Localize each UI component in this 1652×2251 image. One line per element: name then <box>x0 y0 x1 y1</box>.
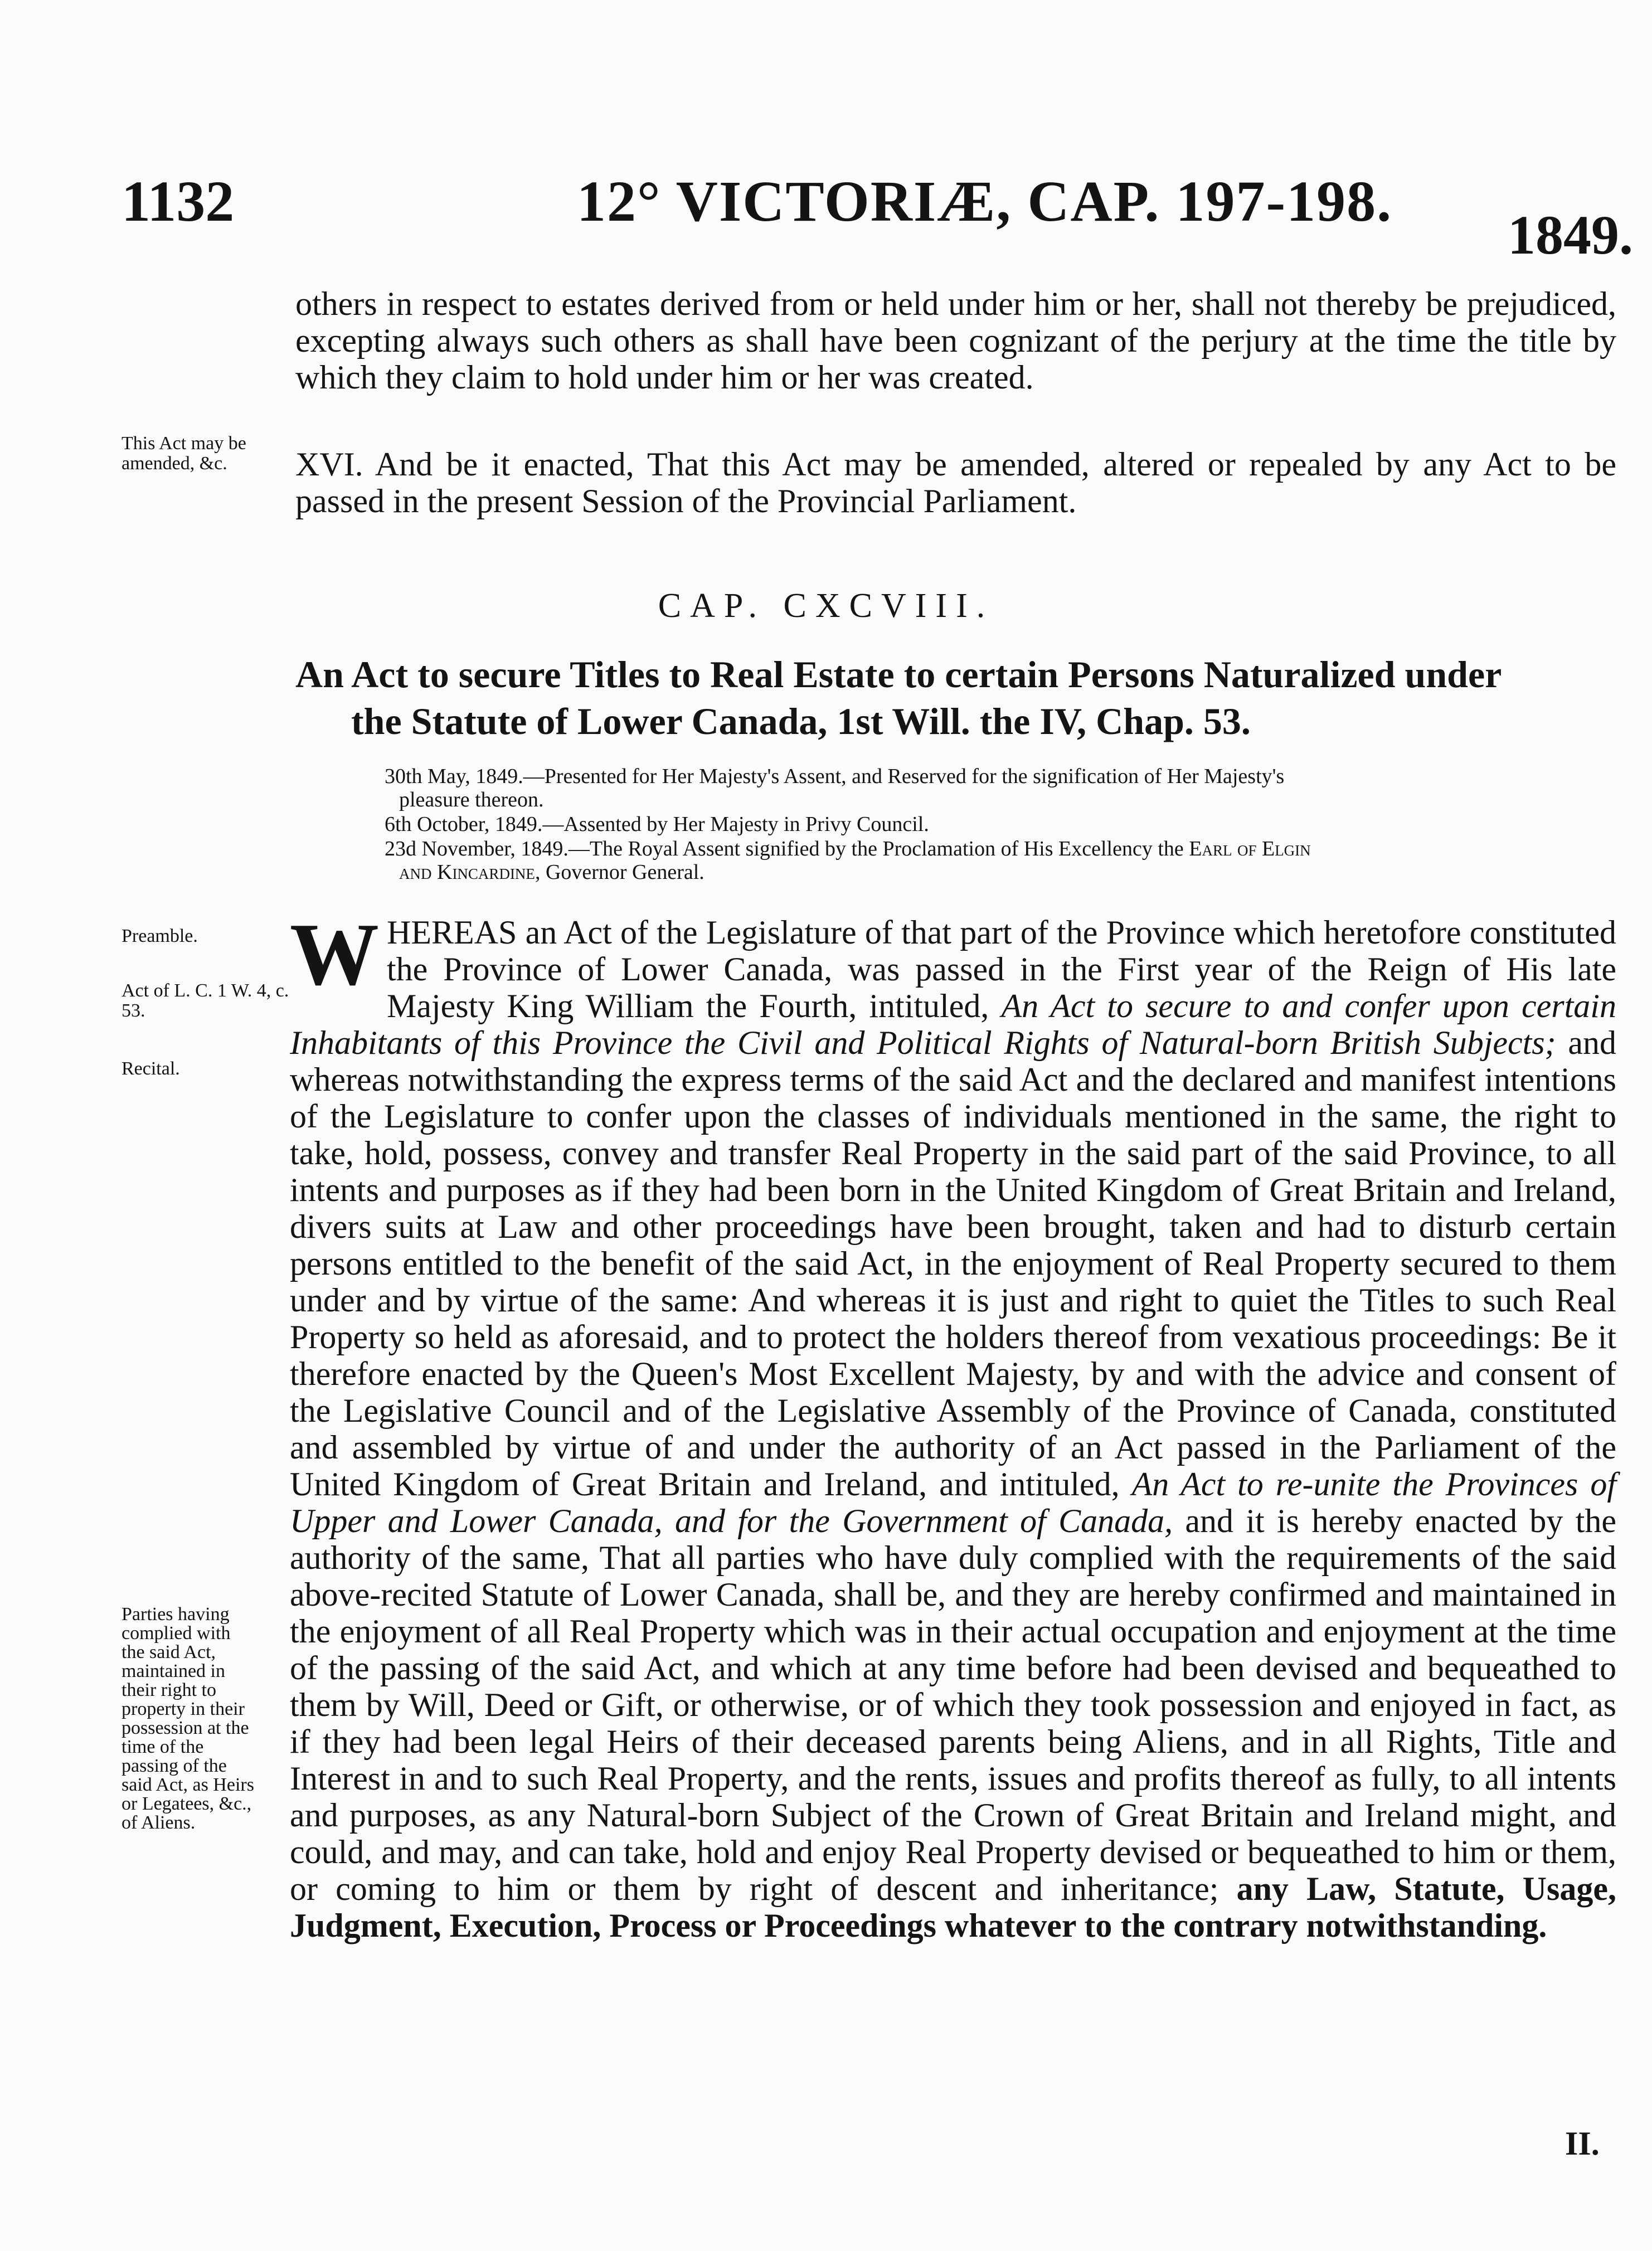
note-royal-assent-end: , Governor General. <box>535 860 704 884</box>
year: 1849. <box>1508 204 1633 266</box>
note-presented-text: —Presented for Her Majesty's Assent, and Reserved for the signification of Her Majesty's <box>523 765 1285 788</box>
paragraph-continuation: others in respect to estates derived from or held under him or her, shall not thereby be prejudiced, excepting always such others as shall have been cognizant of the perjury at the time the title by which they claim to hold under him or her was created. <box>295 285 1616 396</box>
body-text-2: and whereas notwithstanding the express terms of the said Act and the declared and manifest intentions of the Legislature to confer upon the classes of individuals mentioned in the same, the right to take, hold, possess, convey and transfer Real Property in the said part of the said Province, to all intents and purposes as if they had been born in the United Kingdom of Great Britain and Ireland, divers suits at Law and other proceedings have been brought, taken and had to disturb certain persons entitled to the benefit of the said Act, in the enjoyment of Real Property secured to them under and by virtue of the same: And whereas it is just and right to quiet the Titles to such Real Property so held as aforesaid, and to protect the holders thereof from vexatious proceedings: Be it therefore enacted by the Queen's Most Excellent Majesty, by and with the advice and consent of the Legislative Council and of the Legislative Assembly of the Province of Canada, constituted and assembled by virtue of and under the authority of an Act passed in the Parliament of the United Kingdom of Great Britain and Ireland, and intituled, <box>290 1024 1616 1503</box>
lead-word: HEREAS <box>387 914 517 951</box>
chapter-heading: CAP. CXCVIII. <box>658 587 994 625</box>
drop-cap: W <box>290 905 379 1004</box>
note-assented: 6th October, 1849.—Assented by Her Majesty in Privy Council. <box>385 813 929 836</box>
margin-note-act-reference: Act of L. C. 1 W. 4, c. 53. <box>122 980 289 1021</box>
note-presented <box>385 765 1616 811</box>
note-presented-cont: pleasure thereon. <box>399 788 544 811</box>
margin-note-amendment: This Act may be amended, &c. <box>122 433 246 474</box>
governor-title-1: Earl of Elgin <box>1189 837 1311 860</box>
body-text-1: an Act of the Legislature of that part of the Province which heretofore constituted the Province of Lower Canada, was passed in the First year of the Reign of His late Majesty King William the Fourth, intituled, <box>387 914 1616 1024</box>
act-title-line2: the Statute of Lower Canada, 1st Will. the IV, Chap. 53. <box>351 700 1251 742</box>
page-number: 1132 <box>122 169 235 234</box>
running-title: 12° VICTORIÆ, CAP. 197-198. <box>577 169 1393 234</box>
preamble-body <box>290 905 1617 1944</box>
note-presented-date: 30th May, 1849. <box>385 765 523 788</box>
act-title <box>295 651 1616 745</box>
act-title-line1: An Act to secure Titles to Real Estate to certain Persons Naturalized under <box>295 653 1502 696</box>
governor-title-2: and Kincardine <box>399 860 535 884</box>
cited-act-1: An Act to secure to and confer upon certain Inhabitants of this Province the Civil and Political Rights of Natural-born British Subjects; <box>290 988 1616 1061</box>
note-royal-assent-text: 23d November, 1849.—The Royal Assent signified by the Proclamation of His Excellency the <box>385 837 1184 860</box>
margin-note-recital: Recital. <box>122 1058 180 1079</box>
margin-note-parties: Parties having complied with the said Act, maintained in their right to property in their possession at the time of the passing of the said Act, as Heirs or Legatees, &c., of Aliens. <box>122 1604 254 1833</box>
body-text-3: and it is hereby enacted by the authority of the same, That all parties who have duly complied with the requirements of the said above-recited Statute of Lower Canada, shall be, and they are hereby confirmed and maintained in the enjoyment of all Real Property which was in their actual occupation and enjoyment at the time of the passing of the said Act, and which at any time before had been devised and bequeathed to them by Will, Deed or Gift, or otherwise, or of which they took possession and enjoyed in fact, as if they had been legal Heirs of their deceased parents being Aliens, and in all Rights, Title and Interest in and to such Real Property, and the rents, issues and profits thereof as fully, to all intents and purposes, as any Natural-born Subject of the Crown of Great Britain and Ireland might, and could, and may, and can take, hold and enjoy Real Property devised or bequeathed to him or them, or coming to him or them by right of descent and inheritance; <box>290 1503 1617 1907</box>
cited-act-2: An Act to re-unite the Provinces of Upper and Lower Canada, and for the Government of Canada, <box>290 1466 1616 1539</box>
section-xvi: XVI. And be it enacted, That this Act may be amended, altered or repealed by any Act to be passed in the present Session of the Provincial Parliament. <box>295 446 1616 519</box>
margin-note-preamble: Preamble. <box>122 926 198 946</box>
body-text-closing: any Law, Statute, Usage, Judgment, Execution, Process or Proceedings whatever to the contrary notwithstanding. <box>290 1870 1616 1944</box>
note-royal-assent <box>385 837 1616 884</box>
assent-notes <box>385 765 1616 885</box>
catchword: II. <box>1565 2125 1600 2162</box>
